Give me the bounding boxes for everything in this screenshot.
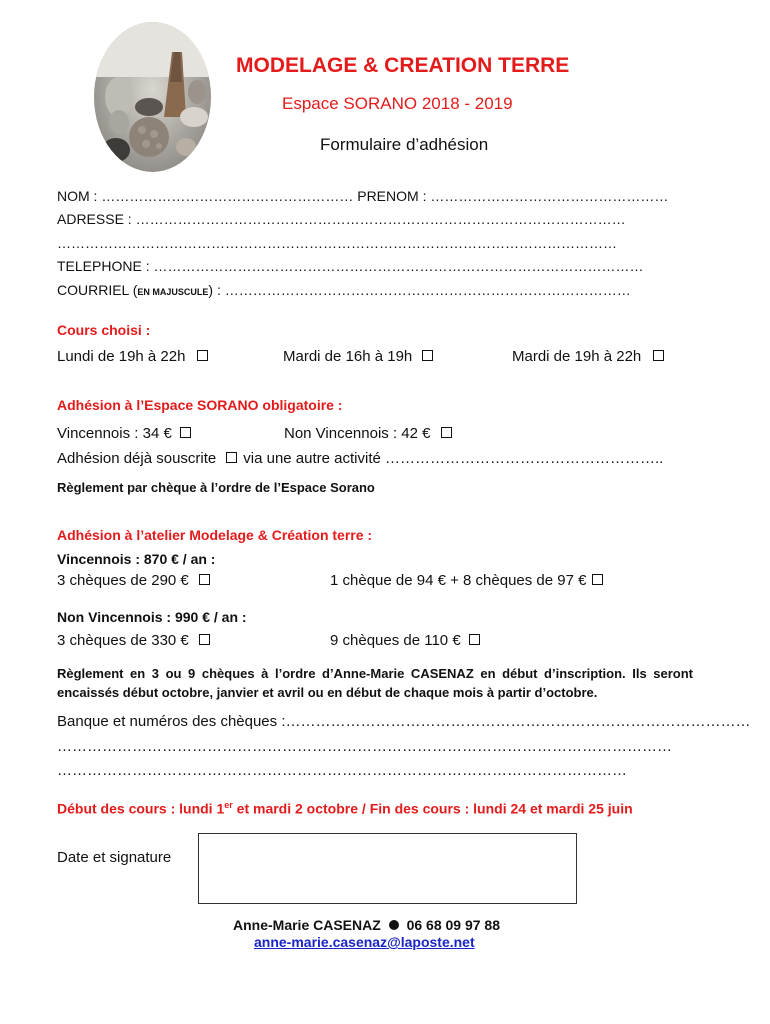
telephone-label: TELEPHONE : xyxy=(57,258,154,274)
telephone-field[interactable]: …………………………………………………………………………………………… xyxy=(153,258,644,274)
atelier-nonvinc-option-2-label: 9 chèques de 110 € xyxy=(330,632,461,649)
contact-email-link[interactable]: anne-marie.casenaz@laposte.net xyxy=(254,934,475,950)
cours-heading: Cours choisi : xyxy=(57,322,151,338)
dates-prefix: Début des cours : lundi 1 xyxy=(57,800,225,817)
autre-activite-label: via une autre activité xyxy=(243,450,381,467)
banque-field-line2[interactable]: …………………………………………………………………………………………………………… xyxy=(57,738,672,755)
adhesion-deja-label: Adhésion déjà souscrite xyxy=(57,450,217,467)
atelier-nonvincennois-title: Non Vincennois : 990 € / an : xyxy=(57,609,247,625)
cours-option-2[interactable] xyxy=(283,348,433,365)
reglement-sorano: Règlement par chèque à l’ordre de l’Espace Sorano xyxy=(57,480,375,495)
atelier-vinc-option-2-label: 1 chèque de 94 € + 8 chèques de 97 € xyxy=(330,572,587,589)
courriel-field[interactable]: …………………………………………………………………………… xyxy=(224,282,631,298)
courriel-label: COURRIEL ( xyxy=(57,282,138,298)
atelier-nonvinc-option-1-label: 3 chèques de 330 € xyxy=(57,632,189,649)
atelier-nonvinc-option-1-checkbox[interactable] xyxy=(199,634,210,645)
cours-option-1-checkbox[interactable] xyxy=(197,350,208,361)
adresse-field[interactable]: …………………………………………………………………………………………… xyxy=(135,211,626,227)
adhesion-sorano-heading: Adhésion à l’Espace SORANO obligatoire : xyxy=(57,397,343,413)
cours-option-1[interactable] xyxy=(57,348,208,365)
contact-phone: 06 68 09 97 88 xyxy=(406,917,500,933)
non-vincennois-checkbox[interactable] xyxy=(441,427,452,438)
page-subtitle: Espace SORANO 2018 - 2019 xyxy=(282,94,513,113)
cours-option-1-label: Lundi de 19h à 22h xyxy=(57,348,186,365)
courriel-note: EN MAJUSCULE xyxy=(137,287,209,297)
form-name: Formulaire d’adhésion xyxy=(320,135,489,154)
courriel-close: ) : xyxy=(208,282,225,298)
atelier-vinc-option-1-checkbox[interactable] xyxy=(199,574,210,585)
contact-email-line xyxy=(254,934,475,950)
cours-option-2-checkbox[interactable] xyxy=(422,350,433,361)
dates-sup: er xyxy=(224,800,233,810)
dates-suffix: et mardi 2 octobre / Fin des cours : lundi 24 et mardi 25 juin xyxy=(232,800,633,817)
prenom-field[interactable]: …………………………………………… xyxy=(430,188,669,204)
nom-field[interactable]: ……………………………………………… xyxy=(101,188,354,204)
vincennois-checkbox[interactable] xyxy=(180,427,191,438)
pottery-illustration xyxy=(94,22,211,172)
atelier-nonvinc-option-1[interactable] xyxy=(57,632,210,649)
prenom-label: PRENOM : xyxy=(353,188,431,204)
cours-option-3-label: Mardi de 19h à 22h xyxy=(512,348,642,365)
page-title: MODELAGE & CREATION TERRE xyxy=(236,54,570,77)
banque-line xyxy=(57,713,751,730)
contact-line xyxy=(233,917,500,933)
banque-field-line3[interactable]: …………………………………………………………………………………………………… xyxy=(57,762,627,779)
adhesion-atelier-heading: Adhésion à l’atelier Modelage & Création terre : xyxy=(57,527,373,543)
nom-line xyxy=(57,188,668,204)
atelier-vinc-option-1-label: 3 chèques de 290 € xyxy=(57,572,189,589)
bullet-icon xyxy=(389,920,399,930)
atelier-vinc-option-2[interactable] xyxy=(330,572,603,589)
cours-option-3-checkbox[interactable] xyxy=(653,350,664,361)
non-vincennois-option[interactable] xyxy=(284,425,452,442)
vincennois-label: Vincennois : 34 € xyxy=(57,425,172,442)
reglement-atelier: Règlement en 3 ou 9 chèques à l’ordre d’Anne-Marie CASENAZ en début d’inscription. Ils seront encaissés début octobre, janvier et avril ou en début de chaque mois à partir d’octobre. xyxy=(57,666,693,700)
adresse-label: ADRESSE : xyxy=(57,211,136,227)
signature-box[interactable] xyxy=(198,833,577,904)
atelier-vincennois-title: Vincennois : 870 € / an : xyxy=(57,551,216,567)
adresse-field-line2[interactable]: ………………………………………………………………………………………………………… xyxy=(57,235,617,251)
atelier-vinc-option-2-checkbox[interactable] xyxy=(592,574,603,585)
nom-label: NOM : xyxy=(57,188,102,204)
cours-option-3[interactable] xyxy=(512,348,664,365)
atelier-nonvinc-option-2-checkbox[interactable] xyxy=(469,634,480,645)
dates-cours xyxy=(57,800,633,817)
telephone-line xyxy=(57,258,643,274)
adhesion-deja-line xyxy=(57,450,663,467)
banque-label: Banque et numéros des chèques : xyxy=(57,713,286,730)
cours-option-2-label: Mardi de 16h à 19h xyxy=(283,348,413,365)
atelier-vinc-option-1[interactable] xyxy=(57,572,210,589)
vincennois-option[interactable] xyxy=(57,425,191,442)
contact-name: Anne-Marie CASENAZ xyxy=(233,917,381,933)
adresse-line xyxy=(57,211,626,227)
autre-activite-field[interactable]: ……………………………………………….. xyxy=(380,450,664,467)
pottery-photo xyxy=(94,22,211,172)
non-vincennois-label: Non Vincennois : 42 € xyxy=(284,425,431,442)
banque-field[interactable]: ………………………………………………………………………………… xyxy=(285,713,751,730)
signature-label: Date et signature xyxy=(57,849,172,866)
atelier-nonvinc-option-2[interactable] xyxy=(330,632,480,649)
adhesion-deja-checkbox[interactable] xyxy=(226,452,237,463)
courriel-line xyxy=(57,282,631,298)
